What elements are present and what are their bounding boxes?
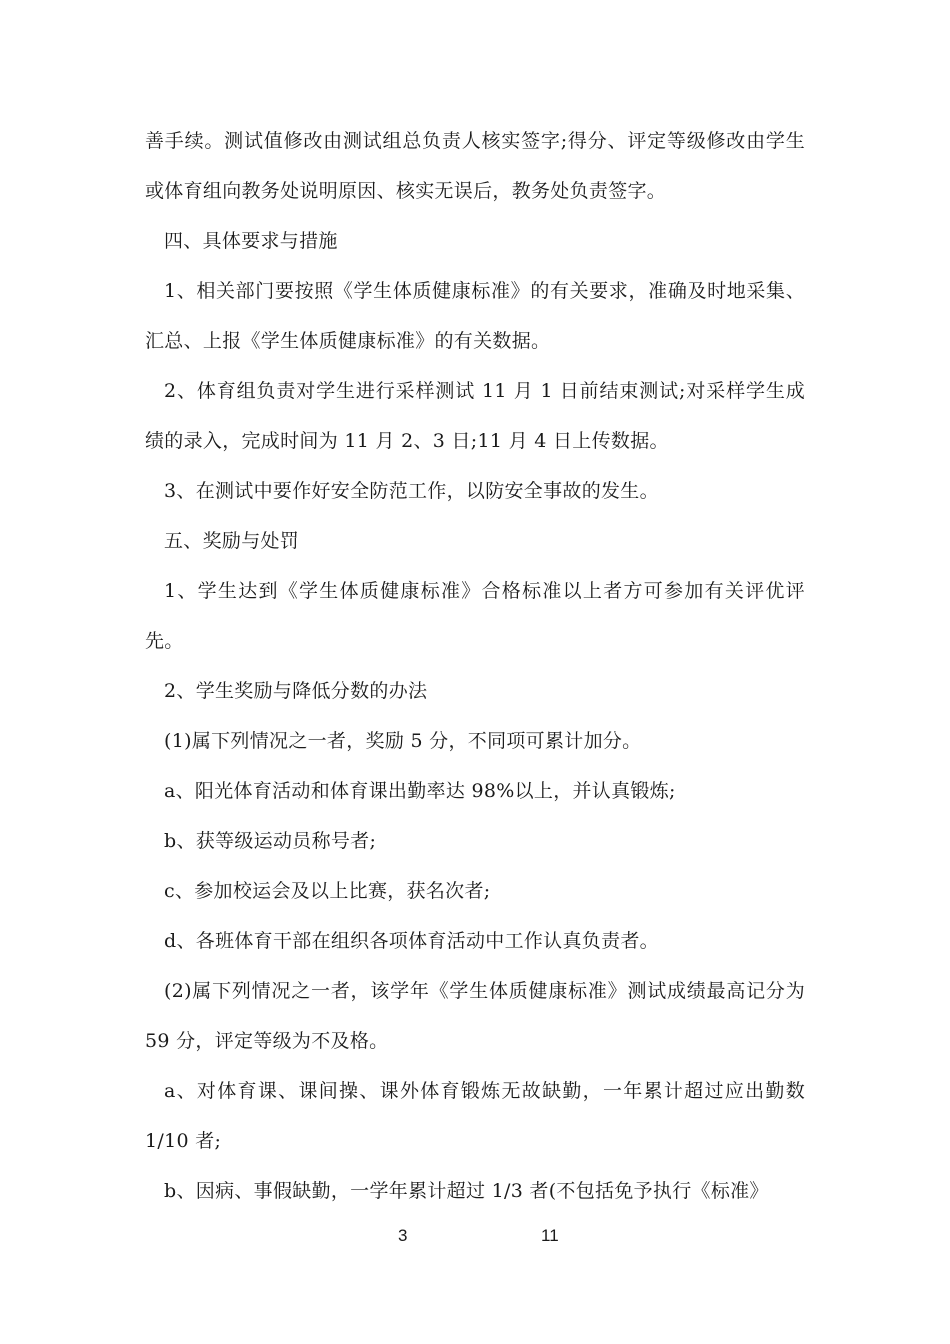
paragraph-rule-1: (1)属下列情况之一者，奖励 5 分，不同项可累计加分。 <box>164 730 642 752</box>
list-item-a-penalty: a、对体育课、课间操、课外体育锻炼无故缺勤，一年累计超过应出勤数 1/10 者; <box>145 1080 805 1152</box>
section-heading-rewards: 五、奖励与处罚 <box>164 530 300 552</box>
list-item-c: c、参加校运会及以上比赛，获名次者; <box>164 880 491 902</box>
paragraph-continuation: 善手续。测试值修改由测试组总负责人核实签字;得分、评定等级修改由学生或体育组向教务处说明原因、核实无误后，教务处负责签字。 <box>145 130 805 202</box>
list-item-d: d、各班体育干部在组织各项体育活动中工作认真负责者。 <box>164 930 659 952</box>
list-item-a: a、阳光体育活动和体育课出勤率达 98%以上，并认真锻炼; <box>164 780 676 802</box>
paragraph-item-1: 1、相关部门要按照《学生体质健康标准》的有关要求，准确及时地采集、汇总、上报《学生体质健康标准》的有关数据。 <box>145 280 805 352</box>
total-pages: 11 <box>541 1226 559 1245</box>
paragraph-reward-2: 2、学生奖励与降低分数的办法 <box>164 680 428 702</box>
paragraph-reward-1: 1、学生达到《学生体质健康标准》合格标准以上者方可参加有关评优评先。 <box>145 580 805 652</box>
list-item-b-penalty: b、因病、事假缺勤，一学年累计超过 1/3 者(不包括免予执行《标准》 <box>164 1180 769 1202</box>
document-body <box>145 116 805 1216</box>
paragraph-item-3: 3、在测试中要作好安全防范工作，以防安全事故的发生。 <box>164 480 659 502</box>
page-number: 3 <box>398 1226 408 1245</box>
paragraph-item-2: 2、体育组负责对学生进行采样测试 11 月 1 日前结束测试;对采样学生成绩的录入，完成时间为 11 月 2、3 日;11 月 4 日上传数据。 <box>145 380 805 452</box>
paragraph-rule-2: (2)属下列情况之一者，该学年《学生体质健康标准》测试成绩最高记分为 59 分，评定等级为不及格。 <box>145 980 805 1052</box>
page-footer <box>0 1226 950 1250</box>
section-heading-requirements: 四、具体要求与措施 <box>164 230 338 252</box>
list-item-b: b、获等级运动员称号者; <box>164 830 377 852</box>
